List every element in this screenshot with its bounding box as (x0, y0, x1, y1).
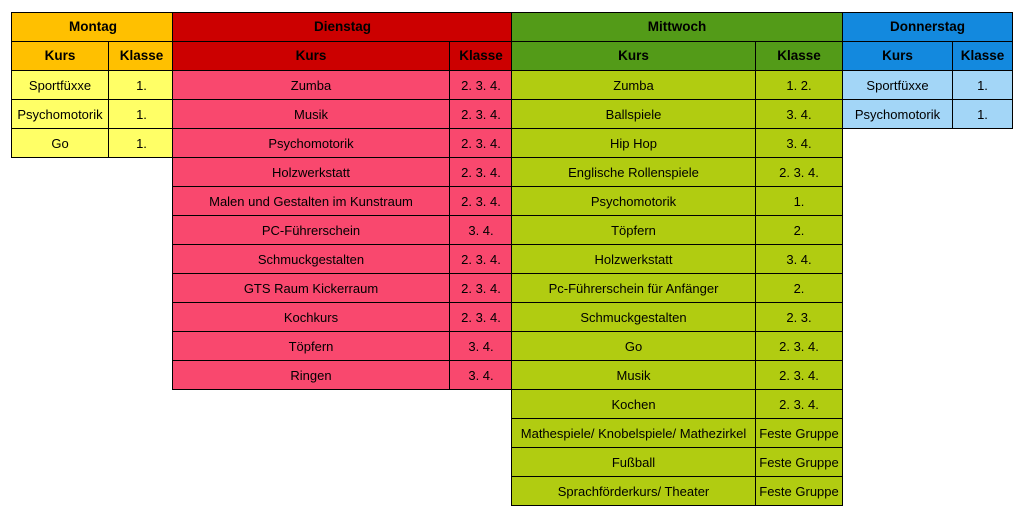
klasse-cell: 1. (953, 71, 1013, 100)
table-row (512, 477, 843, 506)
klasse-cell: 2. 3. 4. (756, 361, 843, 390)
table-row (173, 245, 513, 274)
table-row (173, 332, 513, 361)
table-row (512, 332, 843, 361)
table-row (843, 100, 1013, 129)
day-rows (843, 71, 1013, 129)
klasse-column-header: Klasse (756, 42, 843, 71)
table-row (843, 71, 1013, 100)
klasse-cell: 2. 3. 4. (450, 158, 513, 187)
table-row (173, 303, 513, 332)
kurs-cell: Psychomotorik (12, 100, 109, 129)
kurs-cell: Musik (173, 100, 450, 129)
klasse-cell: 2. 3. 4. (756, 390, 843, 419)
table-row (512, 303, 843, 332)
kurs-column-header: Kurs (12, 42, 109, 71)
klasse-cell: 3. 4. (756, 245, 843, 274)
kurs-column-header: Kurs (173, 42, 450, 71)
klasse-cell: 2. 3. 4. (450, 274, 513, 303)
day-header: Donnerstag (843, 13, 1013, 42)
kurs-cell: Go (12, 129, 109, 158)
kurs-cell: Psychomotorik (512, 187, 756, 216)
table-row (173, 100, 513, 129)
table-row (512, 129, 843, 158)
table-row (512, 187, 843, 216)
klasse-column-header: Klasse (450, 42, 513, 71)
table-row (173, 216, 513, 245)
kurs-cell: Musik (512, 361, 756, 390)
table-row (512, 71, 843, 100)
kurs-cell: Ringen (173, 361, 450, 390)
table-row (173, 361, 513, 390)
kurs-cell: Töpfern (512, 216, 756, 245)
kurs-cell: Kochen (512, 390, 756, 419)
klasse-cell: Feste Gruppe (756, 448, 843, 477)
klasse-cell: 2. 3. 4. (450, 100, 513, 129)
kurs-cell: Töpfern (173, 332, 450, 361)
day-table-montag (11, 12, 175, 158)
kurs-cell: Malen und Gestalten im Kunstraum (173, 187, 450, 216)
klasse-cell: 1. (953, 100, 1013, 129)
klasse-cell: 2. 3. 4. (756, 158, 843, 187)
kurs-cell: Englische Rollenspiele (512, 158, 756, 187)
table-row (173, 129, 513, 158)
kurs-cell: Kochkurs (173, 303, 450, 332)
table-row (512, 390, 843, 419)
table-row (512, 216, 843, 245)
table-row (173, 71, 513, 100)
kurs-cell: Sprachförderkurs/ Theater (512, 477, 756, 506)
table-row (512, 419, 843, 448)
table-row (173, 274, 513, 303)
day-table-mittwoch (511, 12, 843, 506)
kurs-cell: GTS Raum Kickerraum (173, 274, 450, 303)
klasse-cell: 2. 3. 4. (450, 187, 513, 216)
table-row (12, 71, 175, 100)
klasse-cell: 2. 3. (756, 303, 843, 332)
table-row (512, 361, 843, 390)
klasse-cell: 1. (109, 129, 175, 158)
day-table-donnerstag (842, 12, 1013, 129)
klasse-cell: 2. (756, 216, 843, 245)
day-header: Dienstag (173, 13, 513, 42)
day-header: Mittwoch (512, 13, 843, 42)
kurs-cell: Mathespiele/ Knobelspiele/ Mathezirkel (512, 419, 756, 448)
klasse-cell: 3. 4. (756, 129, 843, 158)
day-rows (12, 71, 175, 158)
kurs-cell: Hip Hop (512, 129, 756, 158)
day-table-dienstag (172, 12, 513, 390)
kurs-cell: Schmuckgestalten (173, 245, 450, 274)
kurs-cell: Sportfüxxe (843, 71, 953, 100)
table-row (512, 158, 843, 187)
kurs-cell: Ballspiele (512, 100, 756, 129)
klasse-cell: Feste Gruppe (756, 477, 843, 506)
klasse-cell: 1. (756, 187, 843, 216)
klasse-cell: 1. (109, 71, 175, 100)
kurs-cell: Schmuckgestalten (512, 303, 756, 332)
kurs-cell: Holzwerkstatt (173, 158, 450, 187)
kurs-cell: Zumba (173, 71, 450, 100)
klasse-cell: 2. 3. 4. (756, 332, 843, 361)
klasse-cell: 1. 2. (756, 71, 843, 100)
day-header: Montag (12, 13, 175, 42)
kurs-cell: Psychomotorik (173, 129, 450, 158)
kurs-cell: Fußball (512, 448, 756, 477)
klasse-cell: 1. (109, 100, 175, 129)
day-rows (512, 71, 843, 506)
table-row (512, 245, 843, 274)
klasse-cell: 2. 3. 4. (450, 303, 513, 332)
klasse-cell: Feste Gruppe (756, 419, 843, 448)
klasse-cell: 2. 3. 4. (450, 129, 513, 158)
klasse-cell: 3. 4. (450, 332, 513, 361)
table-row (512, 448, 843, 477)
klasse-cell: 3. 4. (756, 100, 843, 129)
kurs-cell: Zumba (512, 71, 756, 100)
klasse-cell: 2. (756, 274, 843, 303)
klasse-cell: 3. 4. (450, 361, 513, 390)
kurs-cell: Holzwerkstatt (512, 245, 756, 274)
kurs-cell: Pc-Führerschein für Anfänger (512, 274, 756, 303)
klasse-cell: 3. 4. (450, 216, 513, 245)
klasse-column-header: Klasse (109, 42, 175, 71)
klasse-cell: 2. 3. 4. (450, 71, 513, 100)
klasse-column-header: Klasse (953, 42, 1013, 71)
kurs-column-header: Kurs (843, 42, 953, 71)
kurs-column-header: Kurs (512, 42, 756, 71)
klasse-cell: 2. 3. 4. (450, 245, 513, 274)
table-row (173, 187, 513, 216)
kurs-cell: Go (512, 332, 756, 361)
table-row (512, 100, 843, 129)
kurs-cell: Sportfüxxe (12, 71, 109, 100)
kurs-cell: PC-Führerschein (173, 216, 450, 245)
table-row (12, 100, 175, 129)
table-row (512, 274, 843, 303)
day-rows (173, 71, 513, 390)
table-row (173, 158, 513, 187)
kurs-cell: Psychomotorik (843, 100, 953, 129)
table-row (12, 129, 175, 158)
